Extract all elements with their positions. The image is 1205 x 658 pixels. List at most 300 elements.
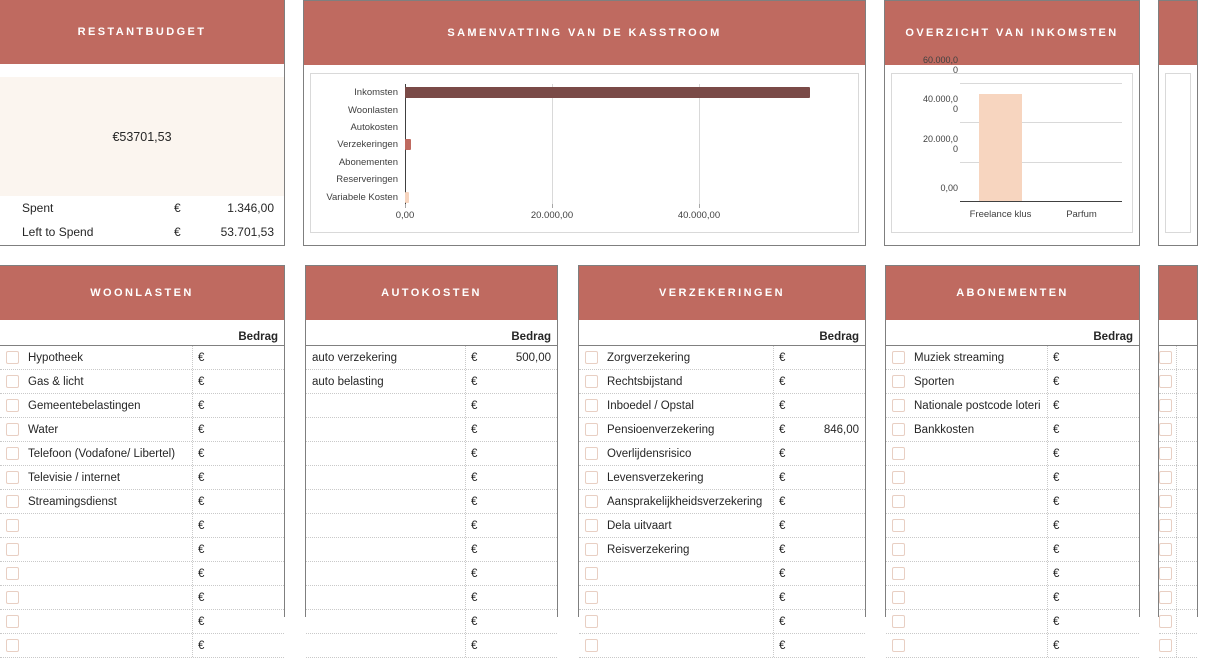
checkbox-cell[interactable] bbox=[0, 447, 24, 460]
checkbox-icon[interactable] bbox=[6, 495, 19, 508]
table-row[interactable] bbox=[306, 370, 557, 394]
table-row[interactable] bbox=[1159, 370, 1197, 394]
table-row[interactable] bbox=[886, 538, 1139, 562]
checkbox-cell[interactable] bbox=[0, 423, 24, 436]
table-row[interactable] bbox=[886, 562, 1139, 586]
row-amount-cell[interactable] bbox=[773, 610, 865, 633]
row-amount-cell[interactable] bbox=[465, 586, 557, 609]
checkbox-icon[interactable] bbox=[6, 543, 19, 556]
table-row[interactable] bbox=[886, 466, 1139, 490]
row-currency: € bbox=[471, 471, 478, 484]
checkbox-icon[interactable] bbox=[1159, 519, 1172, 532]
row-amount-cell[interactable] bbox=[1176, 610, 1205, 633]
checkbox-icon[interactable] bbox=[1159, 567, 1172, 580]
income-x-labels bbox=[960, 209, 1122, 220]
checkbox-icon[interactable] bbox=[892, 375, 905, 388]
checkbox-icon[interactable] bbox=[585, 591, 598, 604]
row-amount-cell[interactable] bbox=[1176, 514, 1205, 537]
checkbox-icon[interactable] bbox=[585, 423, 598, 436]
income-bar-0 bbox=[979, 94, 1021, 202]
extra-header-amount bbox=[1159, 343, 1197, 345]
table-row[interactable] bbox=[886, 346, 1139, 370]
table-row[interactable] bbox=[579, 394, 865, 418]
checkbox-cell[interactable] bbox=[0, 495, 24, 508]
row-amount-cell[interactable] bbox=[465, 610, 557, 633]
row-currency: € bbox=[471, 495, 478, 508]
row-label[interactable]: Muziek streaming bbox=[914, 351, 1005, 364]
checkbox-icon[interactable] bbox=[1159, 591, 1172, 604]
checkbox-icon[interactable] bbox=[1159, 495, 1172, 508]
checkbox-cell[interactable] bbox=[886, 447, 910, 460]
table-row[interactable] bbox=[1159, 466, 1197, 490]
checkbox-icon[interactable] bbox=[892, 351, 905, 364]
row-label[interactable]: Aansprakelijkheidsverzekering bbox=[607, 495, 763, 508]
checkbox-icon[interactable] bbox=[585, 375, 598, 388]
row-amount-cell[interactable] bbox=[465, 538, 557, 561]
checkbox-cell[interactable] bbox=[886, 639, 910, 652]
checkbox-cell[interactable] bbox=[1159, 543, 1172, 556]
row-currency: € bbox=[1053, 423, 1060, 436]
checkbox-icon[interactable] bbox=[1159, 471, 1172, 484]
row-currency: € bbox=[779, 567, 786, 580]
table-row[interactable] bbox=[0, 394, 284, 418]
table-row[interactable] bbox=[1159, 394, 1197, 418]
row-amount-cell[interactable] bbox=[773, 418, 865, 441]
abonementen-table-title: ABONEMENTEN bbox=[886, 266, 1139, 320]
row-amount-cell[interactable] bbox=[773, 394, 865, 417]
checkbox-cell[interactable] bbox=[0, 543, 24, 556]
cashflow-bar-row-1 bbox=[405, 101, 846, 118]
checkbox-cell[interactable] bbox=[579, 447, 603, 460]
checkbox-cell[interactable] bbox=[0, 375, 24, 388]
checkbox-cell[interactable] bbox=[886, 615, 910, 628]
checkbox-icon[interactable] bbox=[1159, 543, 1172, 556]
checkbox-cell[interactable] bbox=[0, 351, 24, 364]
row-label[interactable]: auto verzekering bbox=[312, 351, 398, 364]
table-row[interactable] bbox=[886, 442, 1139, 466]
checkbox-cell[interactable] bbox=[886, 375, 910, 388]
row-amount-cell[interactable] bbox=[1047, 634, 1139, 657]
row-currency: € bbox=[1053, 399, 1060, 412]
checkbox-icon[interactable] bbox=[6, 567, 19, 580]
row-amount-cell[interactable] bbox=[465, 514, 557, 537]
row-amount-cell[interactable] bbox=[465, 394, 557, 417]
row-amount-cell[interactable] bbox=[1047, 586, 1139, 609]
income-bars bbox=[960, 84, 1122, 202]
row-amount-cell[interactable] bbox=[465, 418, 557, 441]
table-row[interactable] bbox=[1159, 538, 1197, 562]
row-amount-cell[interactable] bbox=[192, 514, 284, 537]
checkbox-cell[interactable] bbox=[1159, 567, 1172, 580]
row-label[interactable]: Hypotheek bbox=[28, 351, 83, 364]
extra-chart-card-clipped bbox=[1158, 0, 1198, 246]
checkbox-cell[interactable] bbox=[579, 567, 603, 580]
checkbox-cell[interactable] bbox=[886, 591, 910, 604]
autokosten-column-headers bbox=[306, 320, 557, 346]
row-amount-cell[interactable] bbox=[192, 490, 284, 513]
table-row[interactable] bbox=[306, 394, 557, 418]
checkbox-icon[interactable] bbox=[892, 543, 905, 556]
checkbox-icon[interactable] bbox=[6, 639, 19, 652]
table-row[interactable] bbox=[306, 538, 557, 562]
row-currency: € bbox=[198, 399, 205, 412]
table-row[interactable] bbox=[886, 394, 1139, 418]
checkbox-icon[interactable] bbox=[585, 447, 598, 460]
row-label[interactable]: Dela uitvaart bbox=[607, 519, 672, 532]
checkbox-cell[interactable] bbox=[579, 639, 603, 652]
checkbox-cell[interactable] bbox=[579, 375, 603, 388]
checkbox-icon[interactable] bbox=[585, 471, 598, 484]
checkbox-icon[interactable] bbox=[585, 615, 598, 628]
row-label[interactable]: Streamingsdienst bbox=[28, 495, 117, 508]
checkbox-cell[interactable] bbox=[579, 543, 603, 556]
row-currency: € bbox=[471, 423, 478, 436]
row-amount-cell[interactable] bbox=[1176, 466, 1205, 489]
checkbox-icon[interactable] bbox=[1159, 423, 1172, 436]
checkbox-icon[interactable] bbox=[6, 399, 19, 412]
row-currency: € bbox=[198, 567, 205, 580]
row-currency: € bbox=[779, 519, 786, 532]
checkbox-cell[interactable] bbox=[0, 519, 24, 532]
checkbox-icon[interactable] bbox=[585, 639, 598, 652]
row-amount-cell[interactable] bbox=[1047, 514, 1139, 537]
table-row[interactable] bbox=[579, 586, 865, 610]
row-amount-value[interactable]: 500,00 bbox=[515, 351, 551, 364]
row-label[interactable]: Gemeentebelastingen bbox=[28, 399, 141, 412]
checkbox-icon[interactable] bbox=[892, 639, 905, 652]
cashflow-bar-0 bbox=[405, 87, 810, 98]
row-amount-cell[interactable] bbox=[465, 466, 557, 489]
table-row[interactable] bbox=[0, 370, 284, 394]
table-row[interactable] bbox=[1159, 562, 1197, 586]
row-amount-cell[interactable] bbox=[1047, 418, 1139, 441]
checkbox-cell[interactable] bbox=[579, 591, 603, 604]
checkbox-cell[interactable] bbox=[579, 399, 603, 412]
table-row[interactable] bbox=[579, 490, 865, 514]
row-amount-cell[interactable] bbox=[192, 466, 284, 489]
table-row[interactable] bbox=[1159, 442, 1197, 466]
table-row[interactable] bbox=[0, 610, 284, 634]
budget-row-left-to-spend bbox=[8, 220, 276, 244]
checkbox-cell[interactable] bbox=[1159, 423, 1172, 436]
table-row[interactable] bbox=[579, 346, 865, 370]
row-label[interactable]: Reisverzekering bbox=[607, 543, 690, 556]
table-row[interactable] bbox=[306, 610, 557, 634]
row-label[interactable]: Water bbox=[28, 423, 59, 436]
row-amount-cell[interactable] bbox=[1176, 562, 1205, 585]
row-amount-cell[interactable] bbox=[192, 394, 284, 417]
checkbox-cell[interactable] bbox=[886, 399, 910, 412]
row-amount-cell[interactable] bbox=[192, 562, 284, 585]
verzekeringen-column-headers bbox=[579, 320, 865, 346]
table-row[interactable] bbox=[306, 586, 557, 610]
checkbox-icon[interactable] bbox=[585, 495, 598, 508]
checkbox-icon[interactable] bbox=[892, 447, 905, 460]
row-amount-cell[interactable] bbox=[192, 586, 284, 609]
row-amount-cell[interactable] bbox=[192, 634, 284, 657]
checkbox-icon[interactable] bbox=[585, 543, 598, 556]
table-row[interactable] bbox=[579, 466, 865, 490]
checkbox-cell[interactable] bbox=[579, 495, 603, 508]
checkbox-cell[interactable] bbox=[0, 639, 24, 652]
row-label[interactable]: Bankkosten bbox=[914, 423, 975, 436]
table-row[interactable] bbox=[0, 490, 284, 514]
extra-table-title bbox=[1159, 266, 1197, 320]
table-row[interactable] bbox=[579, 514, 865, 538]
row-amount-cell[interactable] bbox=[1176, 370, 1205, 393]
table-row[interactable] bbox=[306, 346, 557, 370]
table-row[interactable] bbox=[886, 610, 1139, 634]
income-ytick-0: 0,00 bbox=[940, 183, 958, 193]
row-amount-cell[interactable] bbox=[1176, 418, 1205, 441]
checkbox-cell[interactable] bbox=[1159, 519, 1172, 532]
table-row[interactable] bbox=[886, 634, 1139, 658]
row-label[interactable]: Overlijdensrisico bbox=[607, 447, 692, 460]
checkbox-icon[interactable] bbox=[892, 495, 905, 508]
table-row[interactable] bbox=[306, 634, 557, 658]
row-amount-cell[interactable] bbox=[773, 538, 865, 561]
cashflow-tickmark-0 bbox=[405, 204, 406, 208]
checkbox-cell[interactable] bbox=[1159, 375, 1172, 388]
checkbox-icon[interactable] bbox=[585, 351, 598, 364]
row-amount-cell[interactable] bbox=[773, 634, 865, 657]
table-row[interactable] bbox=[0, 514, 284, 538]
row-label[interactable]: Inboedel / Opstal bbox=[607, 399, 694, 412]
autokosten-table-card bbox=[305, 265, 558, 652]
checkbox-icon[interactable] bbox=[585, 519, 598, 532]
checkbox-cell[interactable] bbox=[1159, 495, 1172, 508]
row-amount-cell[interactable] bbox=[773, 586, 865, 609]
table-row[interactable] bbox=[579, 442, 865, 466]
row-amount-cell[interactable] bbox=[773, 370, 865, 393]
cashflow-title: SAMENVATTING VAN DE KASSTROOM bbox=[304, 1, 865, 65]
income-column-1 bbox=[1041, 84, 1122, 202]
checkbox-icon[interactable] bbox=[892, 399, 905, 412]
row-amount-cell[interactable] bbox=[1047, 466, 1139, 489]
checkbox-cell[interactable] bbox=[579, 423, 603, 436]
table-row[interactable] bbox=[1159, 514, 1197, 538]
checkbox-icon[interactable] bbox=[892, 567, 905, 580]
checkbox-cell[interactable] bbox=[1159, 615, 1172, 628]
table-row[interactable] bbox=[0, 586, 284, 610]
row-amount-cell[interactable] bbox=[192, 610, 284, 633]
checkbox-cell[interactable] bbox=[1159, 351, 1172, 364]
table-row[interactable] bbox=[306, 418, 557, 442]
table-row[interactable] bbox=[1159, 586, 1197, 610]
table-row[interactable] bbox=[886, 514, 1139, 538]
checkbox-cell[interactable] bbox=[1159, 399, 1172, 412]
row-amount-cell[interactable] bbox=[192, 346, 284, 369]
checkbox-cell[interactable] bbox=[0, 591, 24, 604]
checkbox-cell[interactable] bbox=[886, 423, 910, 436]
checkbox-icon[interactable] bbox=[892, 615, 905, 628]
cashflow-label-4: Abonementen bbox=[338, 156, 398, 168]
row-amount-cell[interactable] bbox=[1047, 442, 1139, 465]
table-row[interactable] bbox=[886, 490, 1139, 514]
row-amount-cell[interactable] bbox=[1047, 490, 1139, 513]
row-currency: € bbox=[471, 375, 478, 388]
checkbox-icon[interactable] bbox=[585, 399, 598, 412]
checkbox-cell[interactable] bbox=[0, 567, 24, 580]
checkbox-icon[interactable] bbox=[6, 591, 19, 604]
checkbox-cell[interactable] bbox=[1159, 447, 1172, 460]
checkbox-icon[interactable] bbox=[585, 567, 598, 580]
row-label[interactable]: auto belasting bbox=[312, 375, 384, 388]
table-row[interactable] bbox=[306, 562, 557, 586]
table-row[interactable] bbox=[579, 418, 865, 442]
checkbox-icon[interactable] bbox=[1159, 351, 1172, 364]
row-amount-cell[interactable] bbox=[1047, 538, 1139, 561]
income-y-labels bbox=[894, 55, 958, 202]
checkbox-icon[interactable] bbox=[1159, 447, 1172, 460]
table-row[interactable] bbox=[306, 490, 557, 514]
row-amount-cell[interactable] bbox=[1047, 562, 1139, 585]
checkbox-cell[interactable] bbox=[886, 351, 910, 364]
table-row[interactable] bbox=[0, 418, 284, 442]
row-amount-cell[interactable] bbox=[1176, 442, 1205, 465]
row-currency: € bbox=[471, 615, 478, 628]
row-currency: € bbox=[471, 639, 478, 652]
table-row[interactable] bbox=[886, 586, 1139, 610]
checkbox-icon[interactable] bbox=[1159, 639, 1172, 652]
table-row[interactable] bbox=[306, 466, 557, 490]
row-amount-cell[interactable] bbox=[1047, 394, 1139, 417]
checkbox-cell[interactable] bbox=[1159, 471, 1172, 484]
table-row[interactable] bbox=[886, 418, 1139, 442]
row-label[interactable]: Rechtsbijstand bbox=[607, 375, 683, 388]
row-amount-cell[interactable] bbox=[465, 562, 557, 585]
table-row[interactable] bbox=[0, 466, 284, 490]
checkbox-icon[interactable] bbox=[892, 591, 905, 604]
checkbox-cell[interactable] bbox=[1159, 591, 1172, 604]
table-row[interactable] bbox=[1159, 490, 1197, 514]
table-row[interactable] bbox=[0, 562, 284, 586]
checkbox-cell[interactable] bbox=[886, 567, 910, 580]
row-currency: € bbox=[198, 543, 205, 556]
row-label[interactable]: Nationale postcode loteri bbox=[914, 399, 1041, 412]
row-amount-cell[interactable] bbox=[1176, 346, 1205, 369]
table-row[interactable] bbox=[1159, 634, 1197, 658]
row-amount-cell[interactable] bbox=[465, 370, 557, 393]
checkbox-icon[interactable] bbox=[1159, 375, 1172, 388]
row-label[interactable]: Zorgverzekering bbox=[607, 351, 691, 364]
table-row[interactable] bbox=[1159, 418, 1197, 442]
table-row[interactable] bbox=[306, 442, 557, 466]
row-amount-cell[interactable] bbox=[1047, 610, 1139, 633]
table-row[interactable] bbox=[306, 514, 557, 538]
checkbox-icon[interactable] bbox=[6, 519, 19, 532]
row-amount-cell[interactable] bbox=[773, 562, 865, 585]
checkbox-icon[interactable] bbox=[1159, 615, 1172, 628]
checkbox-cell[interactable] bbox=[0, 471, 24, 484]
row-amount-cell[interactable] bbox=[1047, 370, 1139, 393]
table-row[interactable] bbox=[0, 346, 284, 370]
checkbox-cell[interactable] bbox=[579, 519, 603, 532]
checkbox-cell[interactable] bbox=[886, 471, 910, 484]
checkbox-cell[interactable] bbox=[0, 399, 24, 412]
table-row[interactable] bbox=[0, 634, 284, 658]
checkbox-icon[interactable] bbox=[6, 471, 19, 484]
table-row[interactable] bbox=[579, 538, 865, 562]
row-amount-cell[interactable] bbox=[1176, 490, 1205, 513]
row-currency: € bbox=[471, 519, 478, 532]
checkbox-cell[interactable] bbox=[579, 615, 603, 628]
row-amount-cell[interactable] bbox=[1176, 538, 1205, 561]
checkbox-cell[interactable] bbox=[0, 615, 24, 628]
row-label[interactable]: Televisie / internet bbox=[28, 471, 121, 484]
budget-row-spent bbox=[8, 196, 276, 220]
checkbox-icon[interactable] bbox=[892, 423, 905, 436]
checkbox-cell[interactable] bbox=[579, 351, 603, 364]
row-currency: € bbox=[1053, 639, 1060, 652]
checkbox-icon[interactable] bbox=[892, 519, 905, 532]
table-row[interactable] bbox=[579, 634, 865, 658]
checkbox-cell[interactable] bbox=[579, 471, 603, 484]
row-amount-cell[interactable] bbox=[465, 490, 557, 513]
table-row[interactable] bbox=[886, 370, 1139, 394]
table-row[interactable] bbox=[579, 370, 865, 394]
abonementen-column-headers bbox=[886, 320, 1139, 346]
table-row[interactable] bbox=[1159, 346, 1197, 370]
row-currency: € bbox=[779, 591, 786, 604]
row-label[interactable]: Gas & licht bbox=[28, 375, 84, 388]
row-amount-cell[interactable] bbox=[773, 514, 865, 537]
table-row[interactable] bbox=[1159, 610, 1197, 634]
row-amount-cell[interactable] bbox=[773, 442, 865, 465]
table-row[interactable] bbox=[579, 562, 865, 586]
row-amount-cell[interactable] bbox=[465, 442, 557, 465]
row-currency: € bbox=[779, 543, 786, 556]
row-amount-cell[interactable] bbox=[1176, 394, 1205, 417]
remaining-budget-title: RESTANTBUDGET bbox=[0, 0, 284, 64]
row-amount-cell[interactable] bbox=[1176, 586, 1205, 609]
row-amount-cell[interactable] bbox=[465, 634, 557, 657]
row-amount-cell[interactable] bbox=[192, 442, 284, 465]
row-amount-cell[interactable] bbox=[1176, 634, 1205, 657]
checkbox-icon[interactable] bbox=[6, 447, 19, 460]
row-amount-cell[interactable] bbox=[192, 538, 284, 561]
income-ytick-3: 60.000,0 0 bbox=[922, 55, 958, 75]
row-amount-cell[interactable] bbox=[1047, 346, 1139, 369]
row-amount-cell[interactable] bbox=[192, 418, 284, 441]
budget-spent-currency: € bbox=[174, 201, 181, 215]
checkbox-icon[interactable] bbox=[6, 375, 19, 388]
budget-left-value: 53.701,53 bbox=[220, 225, 274, 239]
checkbox-cell[interactable] bbox=[1159, 639, 1172, 652]
checkbox-cell[interactable] bbox=[886, 495, 910, 508]
row-amount-value[interactable]: 846,00 bbox=[823, 423, 859, 436]
row-amount-cell[interactable] bbox=[773, 466, 865, 489]
checkbox-icon[interactable] bbox=[892, 471, 905, 484]
table-row[interactable] bbox=[0, 538, 284, 562]
row-label[interactable]: Levensverzekering bbox=[607, 471, 704, 484]
checkbox-icon[interactable] bbox=[6, 615, 19, 628]
checkbox-cell[interactable] bbox=[886, 519, 910, 532]
checkbox-cell[interactable] bbox=[886, 543, 910, 556]
row-amount-cell[interactable] bbox=[465, 346, 557, 369]
row-label[interactable]: Pensioenverzekering bbox=[607, 423, 715, 436]
row-amount-cell[interactable] bbox=[773, 346, 865, 369]
row-amount-cell[interactable] bbox=[773, 490, 865, 513]
checkbox-icon[interactable] bbox=[6, 423, 19, 436]
row-label[interactable]: Sporten bbox=[914, 375, 955, 388]
checkbox-icon[interactable] bbox=[6, 351, 19, 364]
row-label[interactable]: Telefoon (Vodafone/ Libertel) bbox=[28, 447, 176, 460]
table-row[interactable] bbox=[0, 442, 284, 466]
row-amount-cell[interactable] bbox=[192, 370, 284, 393]
checkbox-icon[interactable] bbox=[1159, 399, 1172, 412]
table-row[interactable] bbox=[579, 610, 865, 634]
